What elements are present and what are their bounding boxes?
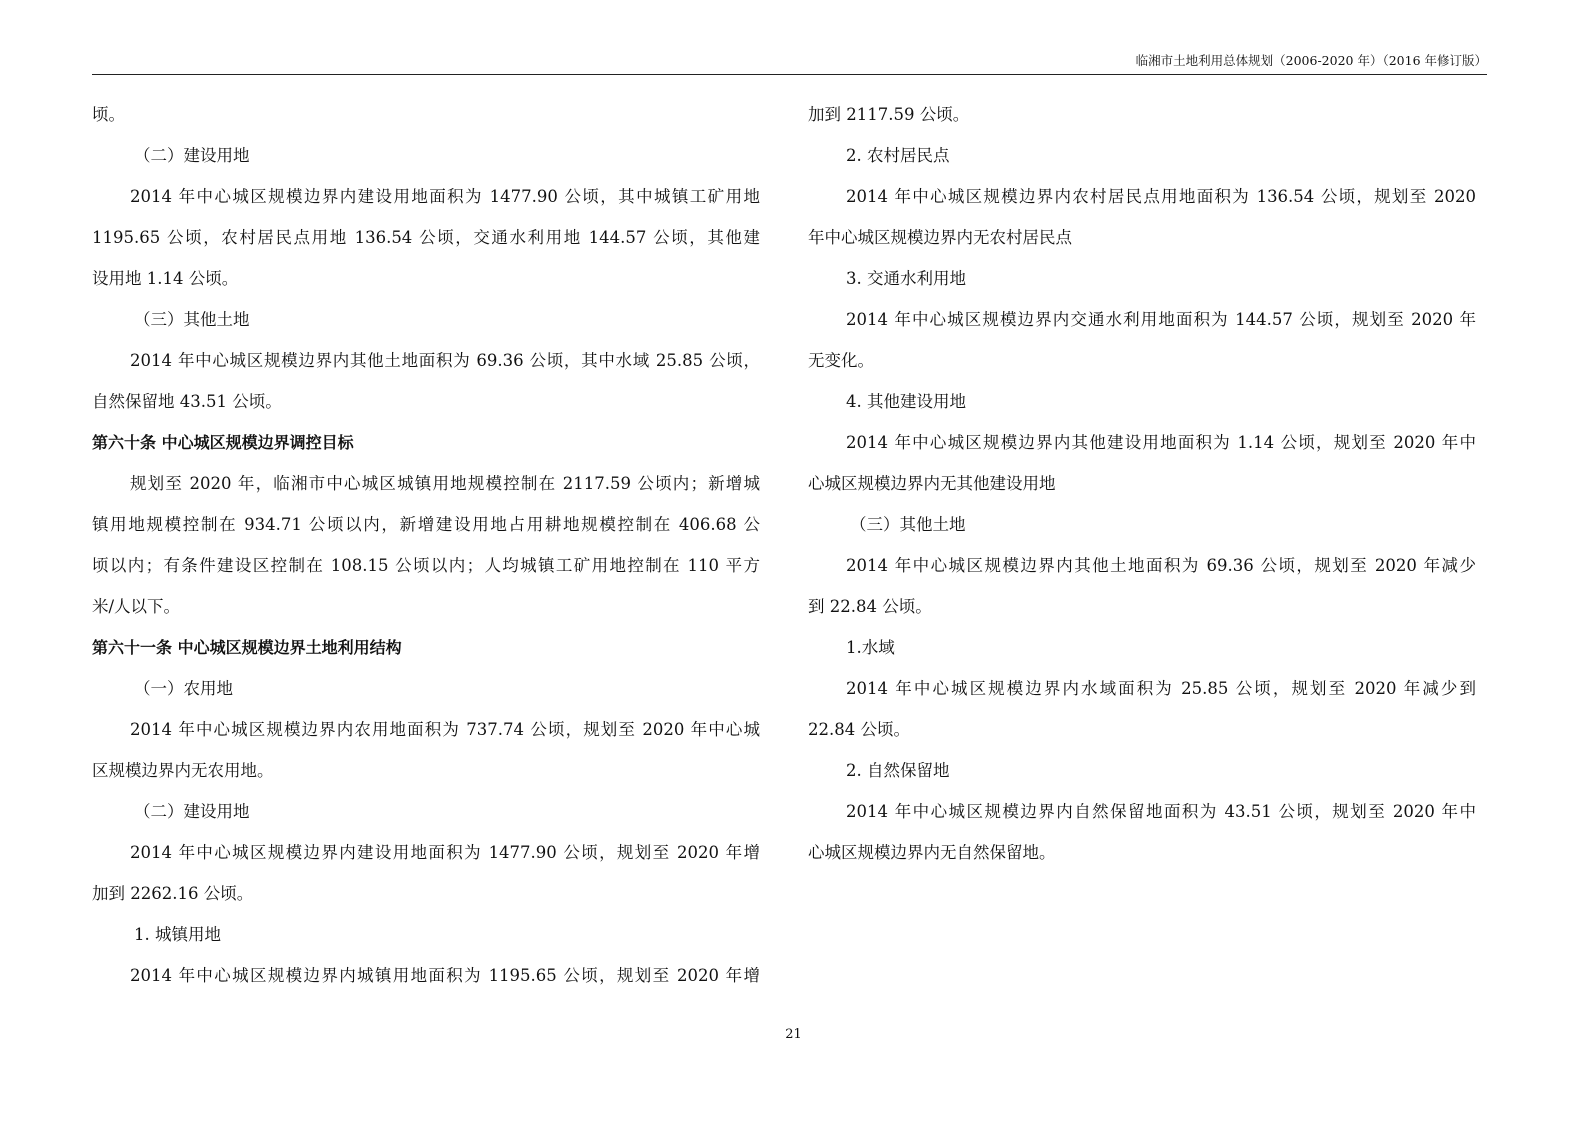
running-title: 临湘市土地利用总体规划（2006-2020 年）（2016 年修订版） [1135, 53, 1487, 68]
paragraph-line: 2014 年中心城区规模边界内其他土地面积为 69.36 公顷，其中水域 25.85 公顷， [130, 351, 760, 370]
paragraph-line: 自然保留地 43.51 公顷。 [92, 392, 282, 411]
paragraph-line: 顷以内；有条件建设区控制在 108.15 公顷以内；人均城镇工矿用地控制在 110 平方 [92, 556, 760, 575]
item-heading: 1.水域 [846, 638, 895, 657]
paragraph-line: 加到 2262.16 公顷。 [92, 884, 254, 903]
paragraph-line: 2014 年中心城区规模边界内农用地面积为 737.74 公顷，规划至 2020 年中心城 [130, 720, 760, 739]
subsection-heading: （三）其他土地 [850, 515, 966, 534]
paragraph-line: 镇用地规模控制在 934.71 公顷以内，新增建设用地占用耕地规模控制在 406.68 公 [92, 515, 760, 534]
item-heading: 2. 农村居民点 [846, 146, 950, 165]
paragraph-line: 1195.65 公顷，农村居民点用地 136.54 公顷，交通水利用地 144.57 公顷，其他建 [92, 228, 760, 247]
item-heading: 3. 交通水利用地 [846, 269, 966, 288]
paragraph-line: 2014 年中心城区规模边界内农村居民点用地面积为 136.54 公顷，规划至 2020 [846, 187, 1476, 206]
right-column [808, 94, 1476, 873]
subsection-heading: （三）其他土地 [134, 310, 250, 329]
paragraph-line: 年中心城区规模边界内无农村居民点 [808, 228, 1072, 247]
paragraph-line: 顷。 [92, 105, 125, 124]
paragraph-line: 2014 年中心城区规模边界内水域面积为 25.85 公顷，规划至 2020 年减少到 [846, 679, 1476, 698]
subsection-heading: （二）建设用地 [134, 146, 250, 165]
paragraph-line: 2014 年中心城区规模边界内城镇用地面积为 1195.65 公顷，规划至 2020 年增 [130, 966, 760, 985]
left-column [92, 94, 760, 996]
paragraph-line: 米/人以下。 [92, 597, 181, 616]
paragraph-line: 2014 年中心城区规模边界内建设用地面积为 1477.90 公顷，规划至 2020 年增 [130, 843, 760, 862]
paragraph-line: 到 22.84 公顷。 [808, 597, 932, 616]
paragraph-line: 2014 年中心城区规模边界内建设用地面积为 1477.90 公顷，其中城镇工矿用地 [130, 187, 760, 206]
paragraph-line: 心城区规模边界内无其他建设用地 [808, 474, 1056, 493]
item-heading: 4. 其他建设用地 [846, 392, 966, 411]
paragraph-line: 无变化。 [808, 351, 874, 370]
item-heading: 2. 自然保留地 [846, 761, 950, 780]
paragraph-line: 2014 年中心城区规模边界内交通水利用地面积为 144.57 公顷，规划至 2020 年 [846, 310, 1476, 329]
paragraph-line: 2014 年中心城区规模边界内其他土地面积为 69.36 公顷，规划至 2020 年减少 [846, 556, 1476, 575]
paragraph-line: 22.84 公顷。 [808, 720, 910, 739]
paragraph-line: 2014 年中心城区规模边界内自然保留地面积为 43.51 公顷，规划至 2020 年中 [846, 802, 1476, 821]
paragraph-line: 加到 2117.59 公顷。 [808, 105, 970, 124]
subsection-heading: （一）农用地 [134, 679, 233, 698]
paragraph-line: 心城区规模边界内无自然保留地。 [808, 843, 1056, 862]
item-heading: 1. 城镇用地 [134, 925, 221, 944]
paragraph-line: 区规模边界内无农用地。 [92, 761, 274, 780]
article-heading: 第六十条 中心城区规模边界调控目标 [92, 433, 354, 452]
paragraph-line: 2014 年中心城区规模边界内其他建设用地面积为 1.14 公顷，规划至 2020 年中 [846, 433, 1476, 452]
page-number: 21 [785, 1027, 802, 1042]
paragraph-line: 规划至 2020 年，临湘市中心城区城镇用地规模控制在 2117.59 公顷内；新增城 [130, 474, 760, 493]
subsection-heading: （二）建设用地 [134, 802, 250, 821]
running-header [92, 52, 1487, 75]
paragraph-line: 设用地 1.14 公顷。 [92, 269, 239, 288]
article-heading: 第六十一条 中心城区规模边界土地利用结构 [92, 638, 402, 657]
